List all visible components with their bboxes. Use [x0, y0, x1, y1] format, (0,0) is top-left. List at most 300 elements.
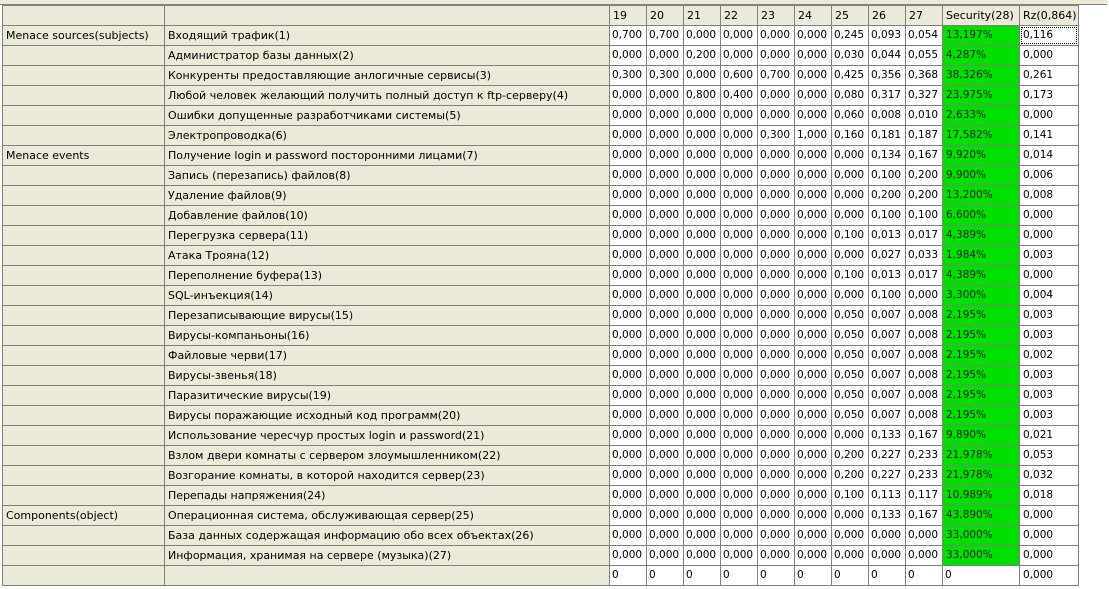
value-cell[interactable]: 0,000	[647, 466, 683, 485]
value-cell[interactable]: 0,000	[795, 326, 831, 345]
rz-cell[interactable]: 0,006	[1020, 166, 1078, 185]
value-cell[interactable]: 0,000	[832, 286, 868, 305]
value-cell[interactable]: 0,000	[684, 126, 720, 145]
column-header[interactable]: Rz(0,864)	[1020, 6, 1078, 25]
value-cell[interactable]: 0,000	[610, 86, 646, 105]
row-name[interactable]: Перезаписывающие вирусы(15)	[165, 306, 609, 325]
rz-cell[interactable]: 0,000	[1020, 226, 1078, 245]
value-cell[interactable]: 0,050	[832, 326, 868, 345]
security-cell[interactable]: 2,633%	[943, 106, 1019, 125]
rz-total-cell[interactable]: 0,000	[1020, 566, 1078, 585]
value-cell[interactable]: 0,000	[647, 186, 683, 205]
value-cell[interactable]: 0,050	[832, 406, 868, 425]
table-row[interactable]	[3, 406, 1078, 425]
rz-cell[interactable]: 0,000	[1020, 506, 1078, 525]
total-cell[interactable]: 0	[647, 566, 683, 585]
value-cell[interactable]: 0,000	[721, 406, 757, 425]
table-row[interactable]	[3, 66, 1078, 85]
table-row[interactable]	[3, 426, 1078, 445]
value-cell[interactable]: 0,100	[832, 486, 868, 505]
row-group-label[interactable]	[3, 526, 164, 545]
security-cell[interactable]: 9,920%	[943, 146, 1019, 165]
total-cell[interactable]: 0	[906, 566, 942, 585]
value-cell[interactable]: 0,000	[795, 46, 831, 65]
value-cell[interactable]: 0,000	[610, 106, 646, 125]
value-cell[interactable]: 0,000	[758, 266, 794, 285]
value-cell[interactable]: 0,000	[610, 466, 646, 485]
value-cell[interactable]: 0,007	[869, 306, 905, 325]
value-cell[interactable]: 0,050	[832, 386, 868, 405]
value-cell[interactable]: 0,000	[721, 106, 757, 125]
rz-cell[interactable]: 0,000	[1020, 266, 1078, 285]
row-name[interactable]: Использование чересчур простых login и password(21)	[165, 426, 609, 445]
value-cell[interactable]: 0,000	[684, 466, 720, 485]
value-cell[interactable]: 0,227	[869, 466, 905, 485]
value-cell[interactable]: 0,000	[647, 366, 683, 385]
row-group-label[interactable]	[3, 326, 164, 345]
rz-cell[interactable]: 0,003	[1020, 406, 1078, 425]
value-cell[interactable]: 0,000	[610, 226, 646, 245]
value-cell[interactable]: 0,000	[832, 166, 868, 185]
row-name[interactable]: Входящий трафик(1)	[165, 26, 609, 45]
value-cell[interactable]: 0,000	[795, 206, 831, 225]
total-cell[interactable]: 0	[795, 566, 831, 585]
security-cell[interactable]: 23,975%	[943, 86, 1019, 105]
value-cell[interactable]: 0,093	[869, 26, 905, 45]
value-cell[interactable]: 0,000	[647, 206, 683, 225]
value-cell[interactable]: 0,000	[795, 426, 831, 445]
value-cell[interactable]: 0,000	[610, 186, 646, 205]
value-cell[interactable]: 0,000	[684, 246, 720, 265]
value-cell[interactable]: 0,008	[906, 346, 942, 365]
value-cell[interactable]: 0,000	[758, 26, 794, 45]
value-cell[interactable]: 0,007	[869, 366, 905, 385]
table-row[interactable]	[3, 526, 1078, 545]
value-cell[interactable]: 0,000	[832, 506, 868, 525]
value-cell[interactable]: 0,000	[684, 106, 720, 125]
value-cell[interactable]: 0,000	[795, 486, 831, 505]
row-name[interactable]: Паразитические вирусы(19)	[165, 386, 609, 405]
security-cell[interactable]: 2,195%	[943, 306, 1019, 325]
value-cell[interactable]: 0,000	[647, 226, 683, 245]
column-header[interactable]: 20	[647, 6, 683, 25]
security-cell[interactable]: 4,389%	[943, 226, 1019, 245]
column-header[interactable]: 25	[832, 6, 868, 25]
value-cell[interactable]: 0,000	[647, 506, 683, 525]
value-cell[interactable]: 0,000	[647, 106, 683, 125]
row-name[interactable]: Запись (перезапись) файлов(8)	[165, 166, 609, 185]
value-cell[interactable]: 0,000	[869, 526, 905, 545]
value-cell[interactable]: 0,000	[721, 26, 757, 45]
value-cell[interactable]: 0,007	[869, 386, 905, 405]
value-cell[interactable]: 0,000	[758, 186, 794, 205]
value-cell[interactable]: 1,000	[795, 126, 831, 145]
value-cell[interactable]: 0,200	[869, 186, 905, 205]
value-cell[interactable]: 0,000	[647, 86, 683, 105]
row-name[interactable]: Атака Трояна(12)	[165, 246, 609, 265]
value-cell[interactable]: 0,000	[721, 446, 757, 465]
value-cell[interactable]: 0,008	[906, 306, 942, 325]
value-cell[interactable]: 0,300	[647, 66, 683, 85]
total-cell[interactable]: 0	[610, 566, 646, 585]
value-cell[interactable]: 0,007	[869, 406, 905, 425]
value-cell[interactable]: 0,000	[610, 326, 646, 345]
security-cell[interactable]: 33,000%	[943, 546, 1019, 565]
value-cell[interactable]: 0,100	[869, 206, 905, 225]
security-cell[interactable]: 2,195%	[943, 366, 1019, 385]
value-cell[interactable]: 0,317	[869, 86, 905, 105]
row-name[interactable]: SQL-инъекция(14)	[165, 286, 609, 305]
value-cell[interactable]: 0,000	[795, 246, 831, 265]
value-cell[interactable]: 0,000	[684, 366, 720, 385]
row-group-label[interactable]	[3, 426, 164, 445]
value-cell[interactable]: 0,200	[832, 466, 868, 485]
value-cell[interactable]: 0,187	[906, 126, 942, 145]
value-cell[interactable]: 0,000	[684, 66, 720, 85]
column-header[interactable]: Security(28)	[943, 6, 1019, 25]
column-header[interactable]: 22	[721, 6, 757, 25]
value-cell[interactable]: 0,000	[684, 486, 720, 505]
value-cell[interactable]: 0,100	[869, 166, 905, 185]
value-cell[interactable]: 0,060	[832, 106, 868, 125]
value-cell[interactable]: 0,000	[684, 226, 720, 245]
value-cell[interactable]: 0,000	[721, 306, 757, 325]
value-cell[interactable]: 0,000	[647, 326, 683, 345]
row-name[interactable]: Возгорание комнаты, в которой находится сервер(23)	[165, 466, 609, 485]
value-cell[interactable]: 0,000	[721, 286, 757, 305]
value-cell[interactable]: 0,000	[647, 346, 683, 365]
value-cell[interactable]: 0,000	[795, 26, 831, 45]
column-header[interactable]: 19	[610, 6, 646, 25]
table-row[interactable]	[3, 466, 1078, 485]
value-cell[interactable]: 0,000	[758, 226, 794, 245]
rz-cell[interactable]: 0,141	[1020, 126, 1078, 145]
row-group-label[interactable]	[3, 546, 164, 565]
value-cell[interactable]: 0,000	[721, 126, 757, 145]
row-group-label[interactable]	[3, 446, 164, 465]
row-group-label[interactable]	[3, 126, 164, 145]
value-cell[interactable]: 0,000	[684, 346, 720, 365]
rz-cell[interactable]: 0,173	[1020, 86, 1078, 105]
value-cell[interactable]: 0,000	[721, 166, 757, 185]
security-cell[interactable]: 13,197%	[943, 26, 1019, 45]
security-total-cell[interactable]: 0	[943, 566, 1019, 585]
rz-cell[interactable]: 0,003	[1020, 246, 1078, 265]
value-cell[interactable]: 0,000	[758, 206, 794, 225]
row-group-label[interactable]	[3, 346, 164, 365]
table-row[interactable]	[3, 286, 1078, 305]
row-group-label[interactable]	[3, 66, 164, 85]
value-cell[interactable]: 0,000	[758, 466, 794, 485]
value-cell[interactable]: 0,000	[721, 226, 757, 245]
value-cell[interactable]: 0,080	[832, 86, 868, 105]
table-row[interactable]	[3, 366, 1078, 385]
value-cell[interactable]: 0,100	[906, 206, 942, 225]
column-header[interactable]: 24	[795, 6, 831, 25]
value-cell[interactable]: 0,030	[832, 46, 868, 65]
row-group-label[interactable]	[3, 166, 164, 185]
value-cell[interactable]: 0,000	[684, 526, 720, 545]
row-name[interactable]: Ошибки допущенные разработчиками системы(5)	[165, 106, 609, 125]
security-cell[interactable]: 2,195%	[943, 346, 1019, 365]
value-cell[interactable]: 0,000	[721, 486, 757, 505]
row-group-label[interactable]	[3, 406, 164, 425]
value-cell[interactable]: 0,167	[906, 506, 942, 525]
value-cell[interactable]: 0,700	[647, 26, 683, 45]
rz-cell[interactable]: 0,000	[1020, 546, 1078, 565]
value-cell[interactable]: 0,008	[869, 106, 905, 125]
table-row[interactable]	[3, 326, 1078, 345]
value-cell[interactable]: 0,000	[684, 166, 720, 185]
security-cell[interactable]: 21,978%	[943, 446, 1019, 465]
rz-cell[interactable]: 0,003	[1020, 366, 1078, 385]
security-cell[interactable]: 43,890%	[943, 506, 1019, 525]
row-name[interactable]: Операционная система, обслуживающая сервер(25)	[165, 506, 609, 525]
rz-cell[interactable]: 0,003	[1020, 306, 1078, 325]
value-cell[interactable]: 0,160	[832, 126, 868, 145]
value-cell[interactable]: 0,000	[610, 426, 646, 445]
value-cell[interactable]: 0,356	[869, 66, 905, 85]
value-cell[interactable]: 0,000	[610, 46, 646, 65]
value-cell[interactable]: 0,000	[795, 546, 831, 565]
rz-cell[interactable]: 0,003	[1020, 386, 1078, 405]
rz-cell[interactable]: 0,053	[1020, 446, 1078, 465]
value-cell[interactable]: 0,167	[906, 146, 942, 165]
row-name[interactable]: Информация, хранимая на сервере (музыка)(27)	[165, 546, 609, 565]
value-cell[interactable]: 0,000	[758, 546, 794, 565]
rz-cell[interactable]: 0,008	[1020, 186, 1078, 205]
table-row[interactable]	[3, 246, 1078, 265]
value-cell[interactable]: 0,000	[647, 426, 683, 445]
total-cell[interactable]: 0	[684, 566, 720, 585]
security-cell[interactable]: 17,582%	[943, 126, 1019, 145]
value-cell[interactable]: 0,000	[795, 146, 831, 165]
table-row[interactable]	[3, 346, 1078, 365]
row-name[interactable]: Перепады напряжения(24)	[165, 486, 609, 505]
column-header[interactable]: 27	[906, 6, 942, 25]
value-cell[interactable]: 0,000	[832, 246, 868, 265]
value-cell[interactable]: 0,050	[832, 366, 868, 385]
rz-cell[interactable]: 0,021	[1020, 426, 1078, 445]
value-cell[interactable]: 0,000	[684, 326, 720, 345]
value-cell[interactable]: 0,000	[610, 366, 646, 385]
value-cell[interactable]: 0,000	[684, 266, 720, 285]
value-cell[interactable]: 0,000	[832, 146, 868, 165]
column-header[interactable]: 23	[758, 6, 794, 25]
value-cell[interactable]: 0,425	[832, 66, 868, 85]
value-cell[interactable]: 0,233	[906, 466, 942, 485]
value-cell[interactable]: 0,000	[758, 46, 794, 65]
row-group-label[interactable]	[3, 186, 164, 205]
value-cell[interactable]: 0,000	[832, 526, 868, 545]
value-cell[interactable]: 0,000	[758, 386, 794, 405]
value-cell[interactable]: 0,000	[758, 366, 794, 385]
value-cell[interactable]: 0,000	[647, 246, 683, 265]
value-cell[interactable]: 0,000	[758, 306, 794, 325]
row-name[interactable]: Взлом двери комнаты с сервером злоумышленником(22)	[165, 446, 609, 465]
rz-cell[interactable]: 0,014	[1020, 146, 1078, 165]
value-cell[interactable]: 0,000	[795, 406, 831, 425]
row-group-label[interactable]	[3, 486, 164, 505]
row-name[interactable]: Вирусы поражающие исходный код программ(20)	[165, 406, 609, 425]
rz-cell[interactable]: 0,003	[1020, 326, 1078, 345]
table-row[interactable]	[3, 126, 1078, 145]
value-cell[interactable]: 0,008	[906, 406, 942, 425]
value-cell[interactable]: 0,000	[906, 286, 942, 305]
value-cell[interactable]: 0,245	[832, 26, 868, 45]
rz-cell[interactable]: 0,000	[1020, 206, 1078, 225]
value-cell[interactable]: 0,000	[758, 506, 794, 525]
value-cell[interactable]: 0,000	[795, 86, 831, 105]
rz-cell[interactable]: 0,000	[1020, 46, 1078, 65]
value-cell[interactable]: 0,233	[906, 446, 942, 465]
row-group-label[interactable]	[3, 466, 164, 485]
value-cell[interactable]: 0,000	[758, 146, 794, 165]
value-cell[interactable]: 0,000	[795, 66, 831, 85]
value-cell[interactable]: 0,000	[795, 526, 831, 545]
value-cell[interactable]: 0,000	[795, 346, 831, 365]
value-cell[interactable]: 0,013	[869, 226, 905, 245]
row-name[interactable]: Получение login и password посторонними лицами(7)	[165, 146, 609, 165]
value-cell[interactable]: 0,100	[832, 226, 868, 245]
value-cell[interactable]: 0,007	[869, 326, 905, 345]
value-cell[interactable]: 0,008	[906, 386, 942, 405]
value-cell[interactable]: 0,000	[721, 46, 757, 65]
value-cell[interactable]: 0,000	[647, 286, 683, 305]
security-cell[interactable]: 33,000%	[943, 526, 1019, 545]
value-cell[interactable]: 0,000	[610, 486, 646, 505]
value-cell[interactable]: 0,000	[832, 546, 868, 565]
value-cell[interactable]: 0,000	[795, 466, 831, 485]
value-cell[interactable]: 0,000	[684, 26, 720, 45]
value-cell[interactable]: 0,000	[647, 446, 683, 465]
value-cell[interactable]: 0,000	[721, 466, 757, 485]
value-cell[interactable]: 0,055	[906, 46, 942, 65]
value-cell[interactable]: 0,000	[684, 406, 720, 425]
value-cell[interactable]: 0,000	[721, 246, 757, 265]
value-cell[interactable]: 0,000	[610, 386, 646, 405]
value-cell[interactable]: 0,000	[610, 446, 646, 465]
row-group-label[interactable]	[3, 366, 164, 385]
security-cell[interactable]: 13,200%	[943, 186, 1019, 205]
value-cell[interactable]: 0,000	[869, 546, 905, 565]
value-cell[interactable]: 0,000	[610, 126, 646, 145]
row-name[interactable]: Перегрузка сервера(11)	[165, 226, 609, 245]
value-cell[interactable]: 0,100	[869, 286, 905, 305]
row-group-label[interactable]	[3, 386, 164, 405]
value-cell[interactable]: 0,017	[906, 266, 942, 285]
row-name[interactable]: Конкуренты предоставляющие анлогичные сервисы(3)	[165, 66, 609, 85]
value-cell[interactable]: 0,000	[721, 366, 757, 385]
row-name[interactable]: Переполнение буфера(13)	[165, 266, 609, 285]
value-cell[interactable]: 0,000	[647, 486, 683, 505]
security-cell[interactable]: 10,989%	[943, 486, 1019, 505]
value-cell[interactable]: 0,000	[758, 486, 794, 505]
value-cell[interactable]: 0,000	[610, 246, 646, 265]
value-cell[interactable]: 0,200	[684, 46, 720, 65]
total-cell[interactable]: 0	[832, 566, 868, 585]
value-cell[interactable]: 0,000	[795, 506, 831, 525]
value-cell[interactable]: 0,033	[906, 246, 942, 265]
value-cell[interactable]: 0,050	[832, 346, 868, 365]
row-group-label[interactable]	[3, 46, 164, 65]
value-cell[interactable]: 0,000	[610, 146, 646, 165]
row-group-label[interactable]: Components(object)	[3, 506, 164, 525]
security-cell[interactable]: 3,300%	[943, 286, 1019, 305]
value-cell[interactable]: 0,000	[610, 266, 646, 285]
security-cell[interactable]: 4,389%	[943, 266, 1019, 285]
value-cell[interactable]: 0,000	[721, 326, 757, 345]
rz-cell[interactable]: 0,116	[1020, 26, 1078, 45]
value-cell[interactable]: 0,000	[795, 226, 831, 245]
value-cell[interactable]: 0,017	[906, 226, 942, 245]
value-cell[interactable]: 0,000	[795, 306, 831, 325]
security-cell[interactable]: 1,984%	[943, 246, 1019, 265]
total-cell[interactable]: 0	[869, 566, 905, 585]
security-cell[interactable]: 2,195%	[943, 406, 1019, 425]
value-cell[interactable]: 0,000	[610, 406, 646, 425]
value-cell[interactable]: 0,000	[647, 146, 683, 165]
value-cell[interactable]: 0,000	[684, 146, 720, 165]
table-row[interactable]	[3, 446, 1078, 465]
value-cell[interactable]: 0,054	[906, 26, 942, 45]
table-row[interactable]	[3, 106, 1078, 125]
value-cell[interactable]: 0,000	[647, 406, 683, 425]
value-cell[interactable]: 0,000	[721, 346, 757, 365]
row-name[interactable]: База данных содержащая информацию обо всех объектах(26)	[165, 526, 609, 545]
table-row[interactable]	[3, 86, 1078, 105]
value-cell[interactable]: 0,000	[906, 546, 942, 565]
value-cell[interactable]: 0,800	[684, 86, 720, 105]
value-cell[interactable]: 0,134	[869, 146, 905, 165]
value-cell[interactable]: 0,300	[758, 126, 794, 145]
row-group-label[interactable]: Menace sources(subjects)	[3, 26, 164, 45]
value-cell[interactable]: 0,000	[721, 146, 757, 165]
value-cell[interactable]: 0,400	[721, 86, 757, 105]
rz-cell[interactable]: 0,002	[1020, 346, 1078, 365]
value-cell[interactable]: 0,000	[721, 506, 757, 525]
row-name[interactable]: Добавление файлов(10)	[165, 206, 609, 225]
value-cell[interactable]: 0,013	[869, 266, 905, 285]
row-name[interactable]: Электропроводка(6)	[165, 126, 609, 145]
value-cell[interactable]: 0,050	[832, 306, 868, 325]
value-cell[interactable]: 0,000	[610, 546, 646, 565]
table-row[interactable]	[3, 46, 1078, 65]
value-cell[interactable]: 0,000	[795, 266, 831, 285]
value-cell[interactable]: 0,000	[684, 546, 720, 565]
value-cell[interactable]: 0,000	[758, 106, 794, 125]
table-row[interactable]	[3, 386, 1078, 405]
value-cell[interactable]: 0,000	[758, 346, 794, 365]
value-cell[interactable]: 0,000	[610, 346, 646, 365]
value-cell[interactable]: 0,700	[758, 66, 794, 85]
value-cell[interactable]: 0,133	[869, 506, 905, 525]
security-cell[interactable]: 9,900%	[943, 166, 1019, 185]
value-cell[interactable]: 0,000	[610, 526, 646, 545]
rz-cell[interactable]: 0,261	[1020, 66, 1078, 85]
value-cell[interactable]: 0,100	[832, 266, 868, 285]
value-cell[interactable]: 0,008	[906, 366, 942, 385]
column-header[interactable]: 26	[869, 6, 905, 25]
row-group-label[interactable]: Menace events	[3, 146, 164, 165]
row-group-label[interactable]	[3, 246, 164, 265]
value-cell[interactable]: 0,000	[647, 386, 683, 405]
value-cell[interactable]: 0,000	[832, 206, 868, 225]
value-cell[interactable]: 0,000	[758, 426, 794, 445]
rz-cell[interactable]: 0,032	[1020, 466, 1078, 485]
row-group-label[interactable]	[3, 306, 164, 325]
value-cell[interactable]: 0,000	[684, 426, 720, 445]
